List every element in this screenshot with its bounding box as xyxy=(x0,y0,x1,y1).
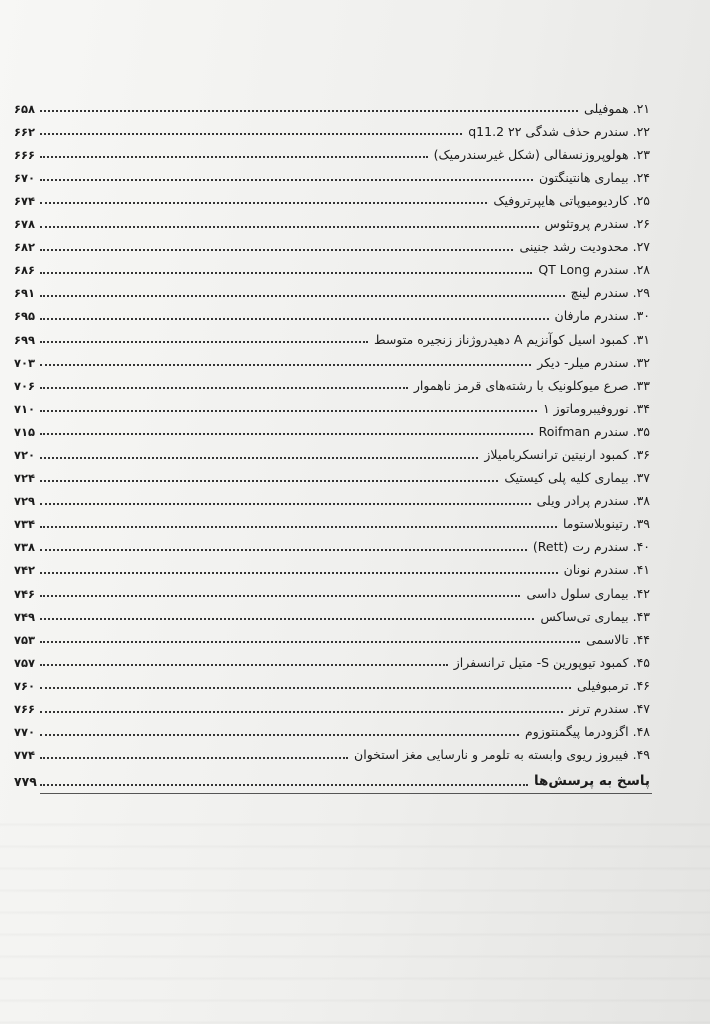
toc-entry-title: ۲۵. کاردیومیوپاتی هایپرتروفیک xyxy=(493,192,650,208)
toc-entry-title: ۲۴. بیماری هانتینگتون xyxy=(539,169,650,185)
leader-dots xyxy=(40,480,498,482)
toc-final-title: پاسخ به پرسش‌ها xyxy=(533,773,650,790)
leader-dots xyxy=(40,595,520,597)
toc-entry-title: ۳۰. سندرم مارفان xyxy=(554,308,650,324)
toc-entry xyxy=(14,92,650,115)
toc-entry-page: ۶۶۲ xyxy=(14,124,36,139)
leader-dots xyxy=(40,457,478,459)
toc-entry-title: ۲۱. هموفیلی xyxy=(584,100,650,116)
toc-entry-title: ۲۳. هولوپروزنسفالی (شکل غیرسندرمیک) xyxy=(433,146,650,162)
toc-entry xyxy=(14,600,650,623)
toc-entry xyxy=(14,646,650,669)
toc-entry-page: ۷۰۳ xyxy=(14,355,36,370)
leader-dots xyxy=(40,272,532,274)
toc-entry-title: ۲۹. سندرم لینچ xyxy=(570,285,650,301)
toc-entry xyxy=(14,277,650,300)
toc-entry-page: ۶۷۴ xyxy=(14,193,36,208)
toc-entry-page: ۷۲۹ xyxy=(14,494,36,509)
toc-entry-page: ۷۴۲ xyxy=(14,563,36,578)
toc-entry-title: ۳۲. سندرم میلر- دیکر xyxy=(537,354,650,370)
toc-entry-page: ۷۴۹ xyxy=(14,609,36,624)
toc-entry-page: ۷۴۶ xyxy=(14,586,36,601)
toc-entry-page: ۷۰۶ xyxy=(14,378,36,393)
toc-entry-title: ۳۳. صرع میوکلونیک با رشته‌های قرمز ناهموار xyxy=(413,377,650,393)
leader-dots xyxy=(40,503,531,505)
toc-entry xyxy=(14,623,650,646)
leader-dots xyxy=(40,318,549,320)
toc-entry-page: ۷۱۰ xyxy=(14,401,36,416)
leader-dots xyxy=(40,110,578,112)
toc-entry-title: ۳۵. سندرم Roifman xyxy=(538,423,650,439)
toc-entry xyxy=(14,462,650,485)
toc-entry xyxy=(14,415,650,438)
toc-final-page: ۷۷۹ xyxy=(14,774,37,790)
toc-entry xyxy=(14,508,650,531)
toc-entry-page: ۶۷۸ xyxy=(14,217,36,232)
toc-entry xyxy=(14,531,650,554)
leader-dots xyxy=(40,641,580,643)
toc-entry-page: ۷۷۰ xyxy=(14,725,36,740)
leader-dots xyxy=(40,757,348,759)
toc-entry-title: ۴۹. فیبروز ریوی وابسته به تلومر و نارسایی مغز استخوان xyxy=(354,747,650,763)
toc-entry-page: ۷۵۳ xyxy=(14,632,36,647)
toc-entry-page: ۷۶۶ xyxy=(14,702,36,717)
toc-entry xyxy=(14,692,650,715)
leader-dots xyxy=(40,734,519,736)
toc-entry xyxy=(14,115,650,138)
toc-entry-title: ۳۷. بیماری کلیه پلی کیستیک xyxy=(504,470,650,486)
toc-entry-page: ۶۵۸ xyxy=(14,101,36,116)
leader-dots xyxy=(40,784,528,786)
toc-entry xyxy=(14,184,650,207)
toc-entry xyxy=(14,554,650,577)
leader-dots xyxy=(40,249,513,251)
toc-entry-page: ۷۲۴ xyxy=(14,471,36,486)
toc-entry-title: ۴۸. اگزودرما پیگمنتوزوم xyxy=(524,724,650,740)
leader-dots xyxy=(40,133,462,135)
leader-dots xyxy=(40,618,534,620)
toc-entry-page: ۶۹۱ xyxy=(14,286,36,301)
toc-entry xyxy=(14,254,650,277)
toc-entry xyxy=(14,369,650,392)
leader-dots xyxy=(40,711,563,713)
leader-dots xyxy=(40,387,408,389)
toc-entry-page: ۷۲۰ xyxy=(14,448,36,462)
toc-entry-title: ۴۷. سندرم ترنر xyxy=(569,701,650,717)
toc-entry-page: ۶۶۶ xyxy=(14,147,36,162)
toc-entry-title: ۴۵. کمبود تیوپورین S- متیل ترانسفراز xyxy=(453,654,650,670)
leader-dots xyxy=(40,341,368,343)
toc-entry xyxy=(14,207,650,230)
leader-dots xyxy=(40,202,487,204)
table-of-contents xyxy=(14,92,650,789)
toc-entry xyxy=(14,577,650,600)
toc-entry xyxy=(14,231,650,254)
toc-entry-title: ۳۹. رتینوبلاستوما xyxy=(562,516,650,532)
toc-entry xyxy=(14,300,650,323)
toc-entry xyxy=(14,323,650,346)
toc-entry-page: ۷۷۴ xyxy=(14,748,36,763)
toc-entry xyxy=(14,739,650,762)
toc-entry-title: ۳۸. سندرم پرادر ویلی xyxy=(536,493,650,509)
leader-dots xyxy=(40,156,428,158)
leader-dots xyxy=(40,572,558,574)
leader-dots xyxy=(40,410,537,412)
toc-entry-title: ۳۱. کمبود اسیل کوآنزیم A دهیدروژناز زنجیره متوسط xyxy=(373,331,650,347)
toc-entry-page: ۶۹۵ xyxy=(14,309,36,324)
leader-dots xyxy=(40,433,533,435)
leader-dots xyxy=(40,664,448,666)
toc-entry-title: ۲۲. سندرم حذف شدگی ۲۲ q11.2 xyxy=(468,123,650,139)
leader-dots xyxy=(40,549,527,551)
toc-entry-title: ۴۴. تالاسمی xyxy=(586,631,650,647)
toc-entry-title: ۴۶. ترمبوفیلی xyxy=(577,677,650,693)
toc-entry-page: ۶۷۰ xyxy=(14,170,36,185)
toc-entry xyxy=(14,346,650,369)
leader-dots xyxy=(40,526,557,528)
leader-dots xyxy=(40,295,565,297)
toc-entry-title: ۳۴. نوروفیبروماتوز ۱ xyxy=(542,400,650,416)
toc-entry-page: ۷۵۷ xyxy=(14,655,36,670)
toc-entry-page: ۶۸۶ xyxy=(14,263,36,278)
leader-dots xyxy=(40,226,539,228)
section-divider xyxy=(40,793,652,794)
toc-entry-page: ۶۹۹ xyxy=(14,332,36,347)
toc-entry-page: ۷۱۵ xyxy=(14,424,36,439)
toc-entry xyxy=(14,161,650,184)
toc-entry-title: ۴۳. بیماری تی‌ساکس xyxy=(540,608,650,624)
toc-entry-title: ۲۸. سندرم QT Long xyxy=(538,262,650,278)
toc-entry-title: ۴۱. سندرم نونان xyxy=(563,562,650,578)
leader-dots xyxy=(40,179,533,181)
toc-entry xyxy=(14,392,650,415)
toc-entry-page: ۶۸۲ xyxy=(14,240,36,255)
leader-dots xyxy=(40,687,571,689)
toc-entry xyxy=(14,669,650,692)
toc-entry-title: ۴۰. سندرم رت (Rett) xyxy=(532,539,650,555)
toc-final-entry xyxy=(14,762,650,789)
toc-entry-title: ۳۶. کمبود ارنیتین ترانسکرباميلاز xyxy=(484,447,650,462)
show-through-texture xyxy=(0,805,710,1024)
leader-dots xyxy=(40,364,531,366)
toc-entry xyxy=(14,138,650,161)
toc-entry-title: ۲۷. محدودیت رشد جنینی xyxy=(519,239,650,255)
toc-entry-title: ۲۶. سندرم پروتئوس xyxy=(544,216,650,232)
toc-entry-page: ۷۳۴ xyxy=(14,517,36,532)
toc-entry xyxy=(14,485,650,508)
toc-entry xyxy=(14,438,650,461)
toc-entry xyxy=(14,716,650,739)
toc-entry-title: ۴۲. بیماری سلول داسی xyxy=(526,585,650,601)
toc-entry-page: ۷۳۸ xyxy=(14,540,36,555)
toc-entry-page: ۷۶۰ xyxy=(14,678,36,693)
